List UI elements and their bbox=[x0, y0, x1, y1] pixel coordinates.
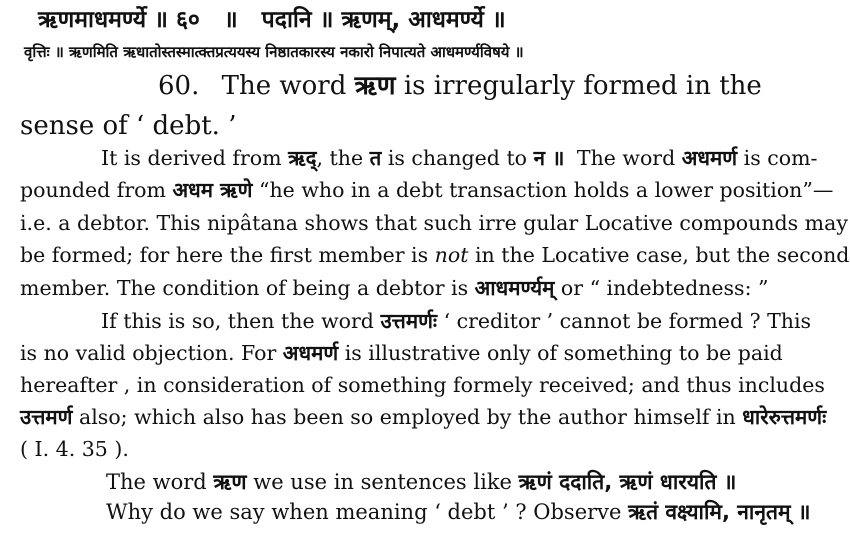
para2-line-5: ( I. 4. 35 ). bbox=[20, 437, 129, 461]
para2-sanskrit: अधमर्ण bbox=[282, 341, 339, 365]
para1-emphasis: not bbox=[434, 243, 469, 267]
translation-line-2: sense of ‘ debt. ’ bbox=[20, 111, 237, 141]
sutra-end-danda: ॥ bbox=[491, 6, 506, 33]
para2-text: is illustrative only of something to be paid bbox=[344, 341, 783, 365]
translation-sanskrit: ऋण bbox=[354, 71, 396, 101]
para1-text: member. The condition of being a debtor is bbox=[20, 276, 469, 300]
para2-text: is no valid objection. For bbox=[20, 341, 277, 365]
para1-line-3: i.e. a debtor. This nipâtana shows that such irre gular Locative compounds may bbox=[20, 211, 848, 235]
para1-line-5 bbox=[20, 278, 768, 299]
example-sanskrit: ऋणं ददाति, ऋणं धारयति ॥ bbox=[518, 470, 737, 494]
example-line-1 bbox=[106, 472, 736, 493]
para2-sanskrit: उत्तमर्णः bbox=[380, 309, 438, 333]
para1-sanskrit: न ॥ bbox=[533, 146, 565, 170]
para1-text: pounded from bbox=[20, 178, 166, 202]
para1-text: “he who in a debt transaction holds a lower position”— bbox=[258, 178, 834, 202]
para1-sanskrit: ऋद् bbox=[288, 146, 317, 170]
example-text: Why do we say when meaning ‘ debt ’ ? Observe bbox=[106, 500, 622, 524]
para1-line-2 bbox=[20, 180, 833, 201]
padani-text: ऋणम्, आधमर्ण्ये bbox=[341, 7, 484, 33]
para1-text: be formed; for here the first member is bbox=[20, 243, 429, 267]
sutra-danda: ॥ bbox=[154, 6, 168, 33]
para1-text: The word bbox=[576, 146, 676, 170]
translation-line-1 bbox=[158, 73, 762, 99]
padani-danda: ॥ bbox=[319, 6, 334, 33]
translation-text-2: is irregularly formed in the bbox=[403, 71, 762, 101]
example-sanskrit: ऋतं वक्ष्यामि, नानृतम् ॥ bbox=[628, 500, 811, 524]
para2-line-1 bbox=[101, 311, 811, 332]
sutra-number: ६० bbox=[175, 7, 200, 33]
translation-number: 60. bbox=[158, 71, 200, 101]
para1-text: or “ indebtedness: ” bbox=[560, 276, 769, 300]
translation-text-1: The word bbox=[221, 71, 347, 101]
para1-sanskrit: अधम ऋणे bbox=[172, 178, 253, 202]
para1-sanskrit: त bbox=[369, 146, 382, 170]
sutra-danda-2: ॥ bbox=[223, 6, 238, 33]
vritti-line: वृत्तिः ॥ ऋणमिति ऋधातोस्तस्मात्क्तप्रत्ययस्य निष्ठातकारस्य नकारो निपात्यते आधमर्ण्यविषये ॥ bbox=[24, 43, 524, 61]
para2-text: ‘ creditor ’ cannot be formed ? This bbox=[443, 309, 812, 333]
para1-text: is changed to bbox=[387, 146, 528, 170]
para2-line-2 bbox=[20, 343, 783, 364]
para2-line-4 bbox=[20, 407, 826, 428]
para1-line-4 bbox=[20, 245, 849, 266]
sutra-line bbox=[38, 8, 506, 32]
para2-text: also; which also has been so employed by the author himself in bbox=[79, 405, 736, 429]
para2-text: If this is so, then the word bbox=[101, 309, 374, 333]
para2-sanskrit: उत्तमर्ण bbox=[20, 405, 73, 429]
para1-text: It is derived from bbox=[101, 146, 282, 170]
sutra-sanskrit: ऋणमाधमर्ण्ये bbox=[38, 7, 147, 33]
para1-text: , the bbox=[316, 146, 364, 170]
para1-line-1 bbox=[101, 148, 817, 169]
para1-text: is com- bbox=[743, 146, 818, 170]
para1-text: in the Locative case, but the second bbox=[475, 243, 850, 267]
para1-sanskrit: अधमर्ण bbox=[681, 146, 738, 170]
example-sanskrit: ऋण bbox=[213, 470, 247, 494]
example-text: we use in sentences like bbox=[253, 470, 512, 494]
para1-sanskrit: आधमर्ण्यम् bbox=[474, 276, 555, 300]
example-text: The word bbox=[106, 470, 207, 494]
para2-sanskrit: धारेरुत्तमर्णः bbox=[742, 405, 827, 429]
example-line-2 bbox=[106, 502, 810, 523]
padani-label: पदानि bbox=[261, 7, 312, 33]
para2-line-3: hereafter , in consideration of something formely received; and thus includes bbox=[20, 373, 825, 397]
